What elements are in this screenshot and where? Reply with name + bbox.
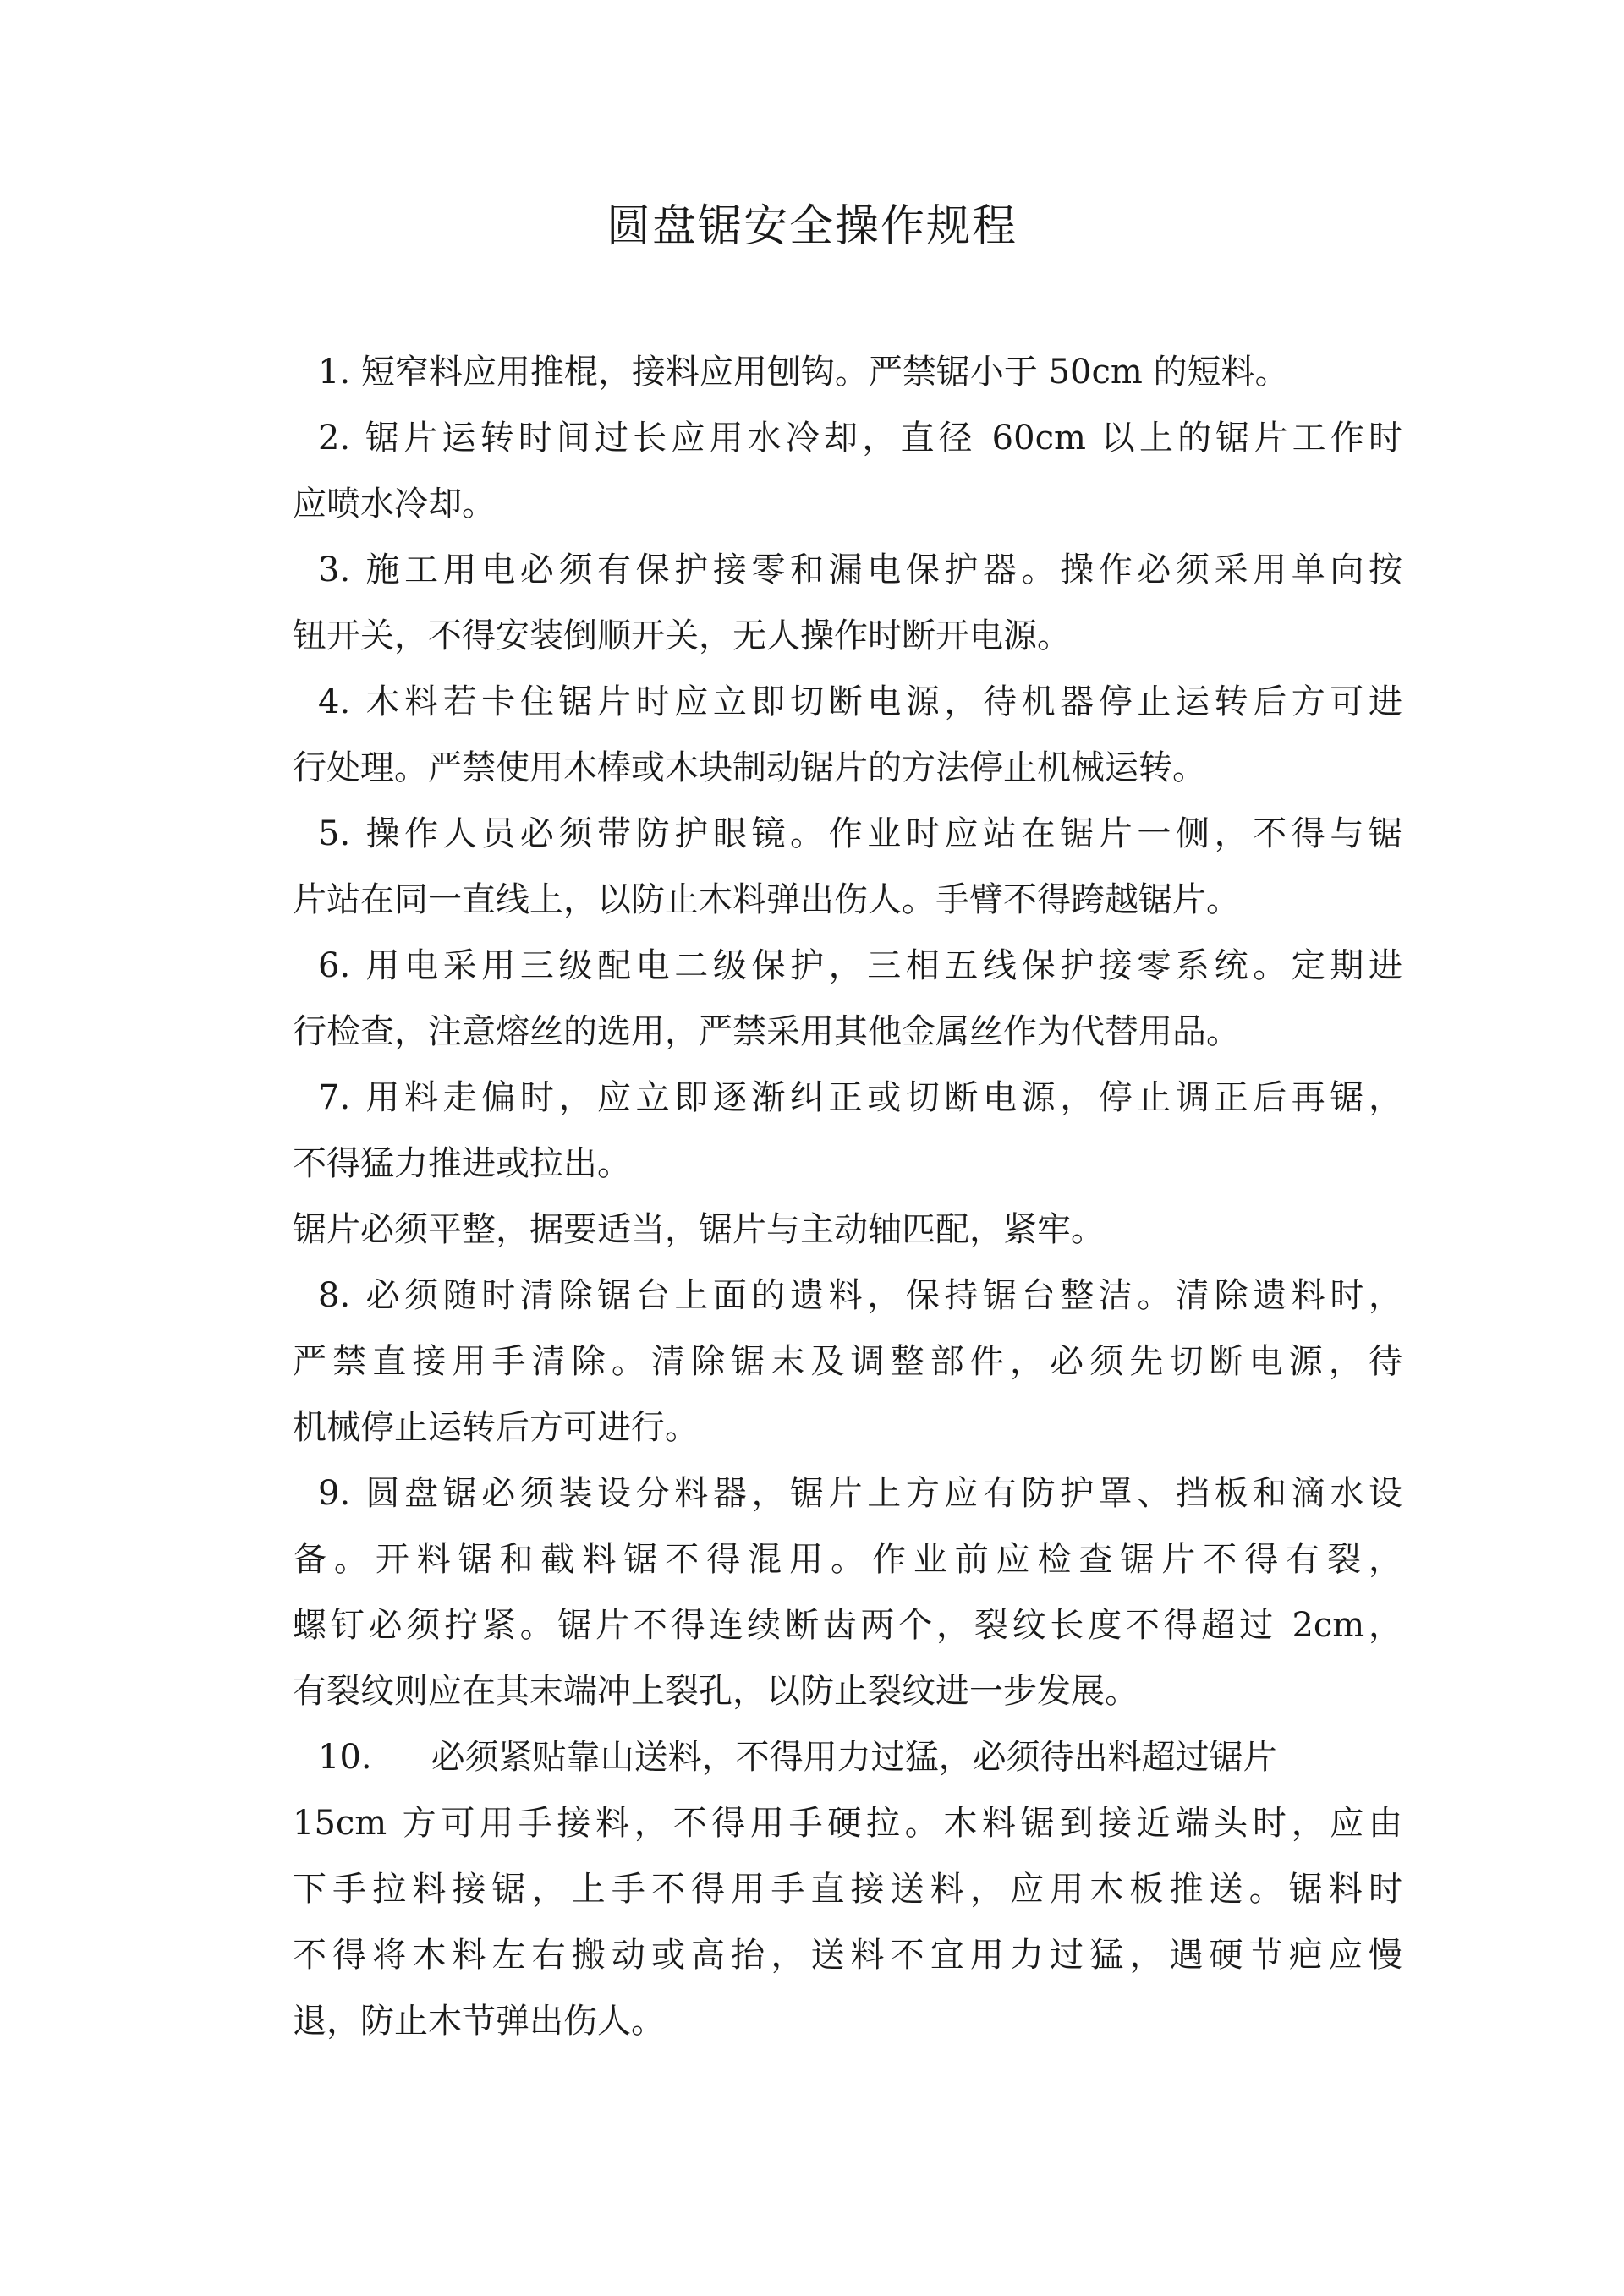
rule-8-line-1: 8. 必须随时清除锯台上面的遗料，保持锯台整洁。清除遗料时， — [318, 1276, 1402, 1315]
document-title: 圆盘锯安全操作规程 — [606, 201, 1018, 252]
rule-10-line-5: 退，防止木节弹出伤人。 — [293, 2002, 665, 2041]
rule-7-line-1: 7. 用料走偏时，应立即逐渐纠正或切断电源，停止调正后再锯， — [318, 1078, 1402, 1117]
rule-10-line-1-text: 必须紧贴靠山送料，不得用力过猛，必须待出料超过锯片 — [431, 1738, 1277, 1777]
rule-8-line-2: 严禁直接用手清除。清除锯末及调整部件，必须先切断电源，待 — [293, 1342, 1402, 1381]
rule-10-line-1 — [318, 1723, 1402, 1791]
rule-7-line-2: 不得猛力推进或拉出。 — [293, 1144, 631, 1183]
rule-10-line-4: 不得将木料左右搬动或高抬，送料不宜用力过猛，遇硬节疤应慢 — [293, 1936, 1402, 1975]
rule-10-number: 10. — [318, 1738, 372, 1777]
rule-4-line-1: 4. 木料若卡住锯片时应立即切断电源，待机器停止运转后方可进 — [318, 682, 1402, 721]
rule-9-line-2: 备。开料锯和截料锯不得混用。作业前应检查锯片不得有裂， — [293, 1540, 1402, 1579]
rule-3-line-1: 3. 施工用电必须有保护接零和漏电保护器。操作必须采用单向按 — [318, 551, 1402, 589]
rule-8-line-3: 机械停止运转后方可进行。 — [293, 1408, 699, 1447]
rule-2-line-2: 应喷水冷却。 — [293, 485, 496, 523]
rule-9-line-3: 螺钉必须拧紧。锯片不得连续断齿两个，裂纹长度不得超过 2cm， — [293, 1606, 1402, 1645]
rule-3-line-2: 钮开关，不得安装倒顺开关，无人操作时断开电源。 — [293, 616, 1071, 655]
rule-6-line-2: 行检查，注意熔丝的选用，严禁采用其他金属丝作为代替用品。 — [293, 1012, 1240, 1051]
rule-5-line-1: 5. 操作人员必须带防护眼镜。作业时应站在锯片一侧，不得与锯 — [318, 814, 1402, 853]
rule-9-line-4: 有裂纹则应在其末端冲上裂孔，以防止裂纹进一步发展。 — [293, 1672, 1138, 1711]
rule-4-line-2: 行处理。严禁使用木棒或木块制动锯片的方法停止机械运转。 — [293, 748, 1206, 787]
rule-5-line-2: 片站在同一直线上，以防止木料弹出伤人。手臂不得跨越锯片。 — [293, 880, 1240, 919]
rule-6-line-1: 6. 用电采用三级配电二级保护，三相五线保护接零系统。定期进 — [318, 946, 1402, 985]
rule-10-line-2: 15cm 方可用手接料，不得用手硬拉。木料锯到接近端头时，应由 — [293, 1804, 1402, 1843]
rule-2-line-1: 2. 锯片运转时间过长应用水冷却，直径 60cm 以上的锯片工作时 — [318, 419, 1402, 458]
rule-7-note: 锯片必须平整，据要适当，锯片与主动轴匹配，紧牢。 — [293, 1210, 1105, 1249]
rule-9-line-1: 9. 圆盘锯必须装设分料器，锯片上方应有防护罩、挡板和滴水设 — [318, 1474, 1402, 1513]
rule-10-line-3: 下手拉料接锯，上手不得用手直接送料，应用木板推送。锯料时 — [293, 1870, 1402, 1909]
rule-1-line-1: 1. 短窄料应用推棍，接料应用刨钩。严禁锯小于 50cm 的短料。 — [318, 353, 1289, 392]
